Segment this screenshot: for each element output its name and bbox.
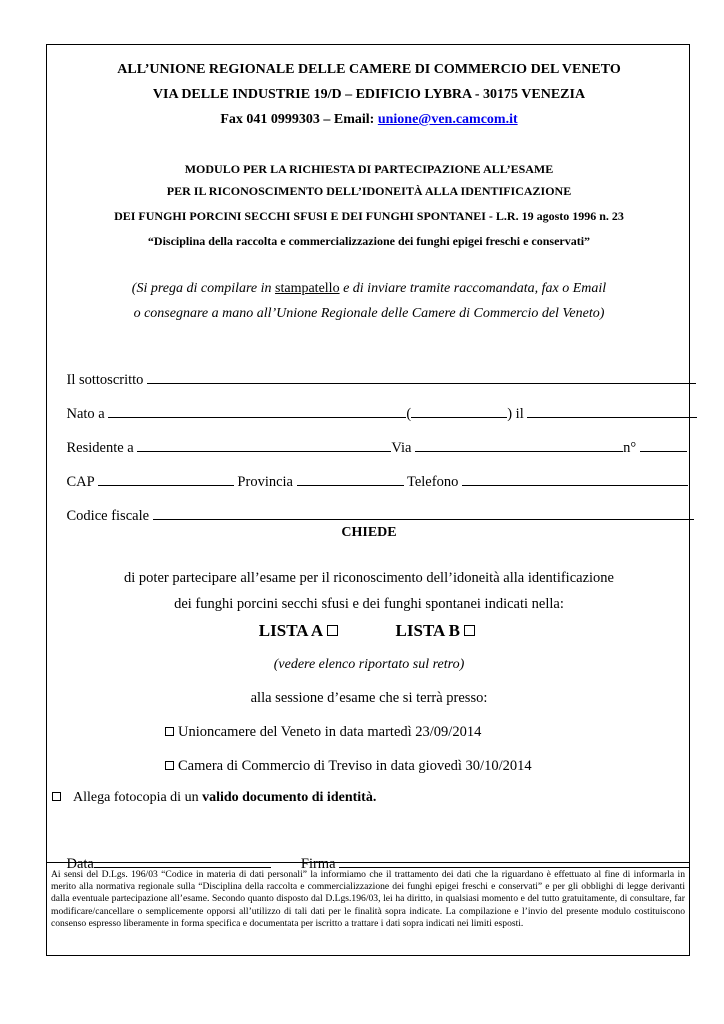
lista-a-checkbox[interactable] xyxy=(327,625,338,636)
option-treviso[interactable]: Camera di Commercio di Treviso in data giovedì 30/10/2014 xyxy=(165,758,532,775)
provincia-nascita-input[interactable] xyxy=(411,406,507,418)
request-line-1: di poter partecipare all’esame per il riconoscimento dell’idoneità alla identificazione xyxy=(124,570,614,586)
nato-input[interactable] xyxy=(108,406,406,418)
lista-a-option[interactable]: LISTA A xyxy=(259,621,342,640)
module-title-4: “Disciplina della raccolta e commercializzazione dei funghi epigei freschi e conservati” xyxy=(147,234,591,248)
telefono-input[interactable] xyxy=(462,474,688,486)
contact-line xyxy=(47,112,691,128)
unioncamere-checkbox[interactable] xyxy=(165,727,174,736)
recipient-line: ALL’UNIONE REGIONALE DELLE CAMERE DI COMMERCIO DEL VENETO xyxy=(117,62,621,77)
request-line-2: dei funghi porcini secchi sfusi e dei funghi spontanei indicati nella: xyxy=(174,596,564,612)
codice-fiscale-input[interactable] xyxy=(153,508,694,520)
lista-b-option[interactable]: LISTA B xyxy=(396,621,480,640)
form-frame xyxy=(46,44,690,956)
module-title-2: PER IL RICONOSCIMENTO DELL’IDONEITÀ ALLA IDENTIFICAZIONE xyxy=(166,184,572,198)
field-sottoscritto: Il sottoscritto xyxy=(52,355,696,406)
field-codice-fiscale: Codice fiscale xyxy=(52,491,694,542)
instructions-line-2: o consegnare a mano all’Unione Regionale delle Camere di Commercio del Veneto) xyxy=(133,306,605,321)
field-residente: Residente a Via n° xyxy=(52,423,687,474)
provincia-input[interactable] xyxy=(297,474,404,486)
field-nato: Nato a ( ) il xyxy=(52,389,697,440)
signature-line: Data Firma xyxy=(52,839,689,890)
lista-note: (vedere elenco riportato sul retro) xyxy=(273,657,465,672)
module-title-3: DEI FUNGHI PORCINI SECCHI SFUSI E DEI FUNGHI SPONTANEI - L.R. 19 agosto 1996 n. 23 xyxy=(114,209,624,223)
attachment-checkbox[interactable] xyxy=(52,792,61,801)
attachment-line: Allega fotocopia di un valido documento di identità. xyxy=(52,790,376,806)
email-link[interactable]: unione@ven.camcom.it xyxy=(377,112,518,127)
lista-b-checkbox[interactable] xyxy=(464,625,475,636)
privacy-notice: Ai sensi del D.Lgs. 196/03 “Codice in materia di dati personali” la informiamo che il trattamento dei dati che la riguardano è effettuato al fine di informarla in merito alla normativa regionale sulla “Disciplina della raccolta e commercializzazione dei funghi epigei freschi e conservati” e per gli obblighi di legge derivanti dalla eventuale partecipazione all’esame. Secondo quanto disposto dal D.Lgs.196/03, lei ha diritto, in qualsiasi momento e del tutto gratuitamente, di consultare, far modificare/cancellare o semplicemente opporsi all’utilizzo di tali dati per le finalità sopra indicate. La compilazione e l’invio del presente modulo costituiscono consenso espresso liberamente in forma specifica e documentata per iscritto a trattare i dati sopra indicati nei limiti esposti. xyxy=(51,869,685,929)
privacy-divider xyxy=(47,862,689,863)
address-line: VIA DELLE INDUSTRIE 19/D – EDIFICIO LYBRA - 30175 VENEZIA xyxy=(152,87,586,102)
residente-input[interactable] xyxy=(137,440,391,452)
via-input[interactable] xyxy=(415,440,623,452)
session-label: alla sessione d’esame che si terrà presso: xyxy=(250,690,488,706)
data-nascita-input[interactable] xyxy=(527,406,697,418)
lista-selection xyxy=(47,621,691,641)
field-cap: CAP Provincia Telefono xyxy=(52,457,688,508)
numero-civico-input[interactable] xyxy=(640,440,687,452)
instructions-line-1: (Si prega di compilare in stampatello e di inviare tramite raccomandata, fax o Email xyxy=(131,281,607,296)
chiede-heading: CHIEDE xyxy=(341,525,397,540)
fax-label: Fax 041 0999303 – Email: xyxy=(220,112,378,127)
cap-input[interactable] xyxy=(98,474,234,486)
sottoscritto-input[interactable] xyxy=(147,372,696,384)
module-title-1: MODULO PER LA RICHIESTA DI PARTECIPAZIONE ALL’ESAME xyxy=(184,162,554,176)
treviso-checkbox[interactable] xyxy=(165,761,174,770)
option-unioncamere[interactable]: Unioncamere del Veneto in data martedì 23/09/2014 xyxy=(165,724,481,741)
stampatello-word: stampatello xyxy=(275,281,340,296)
